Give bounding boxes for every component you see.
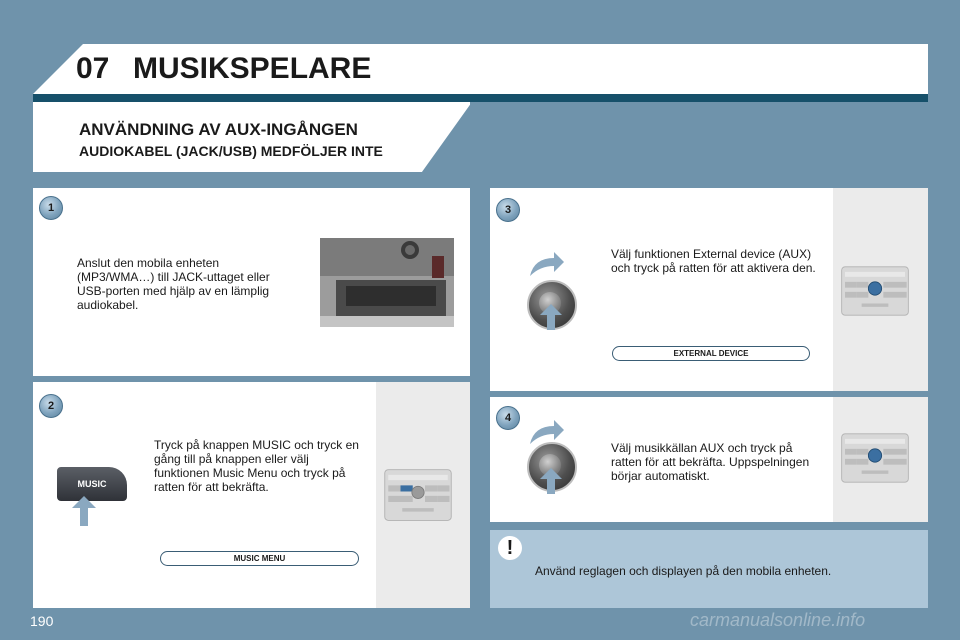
step-2-text: Tryck på knappen MUSIC och tryck en gång till på knappen eller välj funktionen Music Menu och tryck på ratten för att bekräfta.	[154, 438, 359, 494]
step-4-text: Välj musikkällan AUX och tryck på ratten för att bekräfta. Uppspelningen börjar automatiskt.	[611, 441, 810, 483]
step-3-badge: 3	[496, 198, 520, 222]
step-3-text: Välj funktionen External device (AUX) och tryck på ratten för att aktivera den.	[611, 247, 816, 275]
header-strip	[33, 94, 928, 102]
step-1-text: Anslut den mobila enheten (MP3/WMA…) till JACK-uttaget eller USB-porten med hjälp av en lämplig audiokabel.	[77, 256, 270, 312]
rotate-arrow-icon	[528, 252, 564, 278]
press-arrow-icon	[72, 496, 96, 526]
press-arrow-icon	[540, 304, 562, 330]
press-arrow-icon	[540, 468, 562, 494]
radio-console-icon	[383, 462, 453, 528]
music-button-label: MUSIC	[77, 479, 107, 489]
watermark: carmanualsonline.info	[690, 610, 866, 630]
music-menu-label: MUSIC MENU	[160, 551, 359, 566]
glovebox-photo	[320, 238, 454, 327]
section-subtitle: AUDIOKABEL (JACK/USB) MEDFÖLJER INTE	[79, 143, 383, 159]
step-4-badge: 4	[496, 406, 520, 430]
step-1-badge: 1	[39, 196, 63, 220]
external-device-label: EXTERNAL DEVICE	[612, 346, 810, 361]
radio-console-icon	[840, 258, 910, 324]
exclamation-icon: !	[498, 536, 522, 560]
chapter-title: MUSIKSPELARE	[133, 52, 372, 85]
note-text: Använd reglagen och displayen på den mobila enheten.	[535, 564, 832, 578]
page-number: 190	[30, 613, 54, 629]
section-title: ANVÄNDNING AV AUX-INGÅNGEN	[79, 120, 358, 139]
step-2-badge: 2	[39, 394, 63, 418]
chapter-number: 07	[76, 52, 110, 85]
radio-console-icon	[840, 425, 910, 491]
